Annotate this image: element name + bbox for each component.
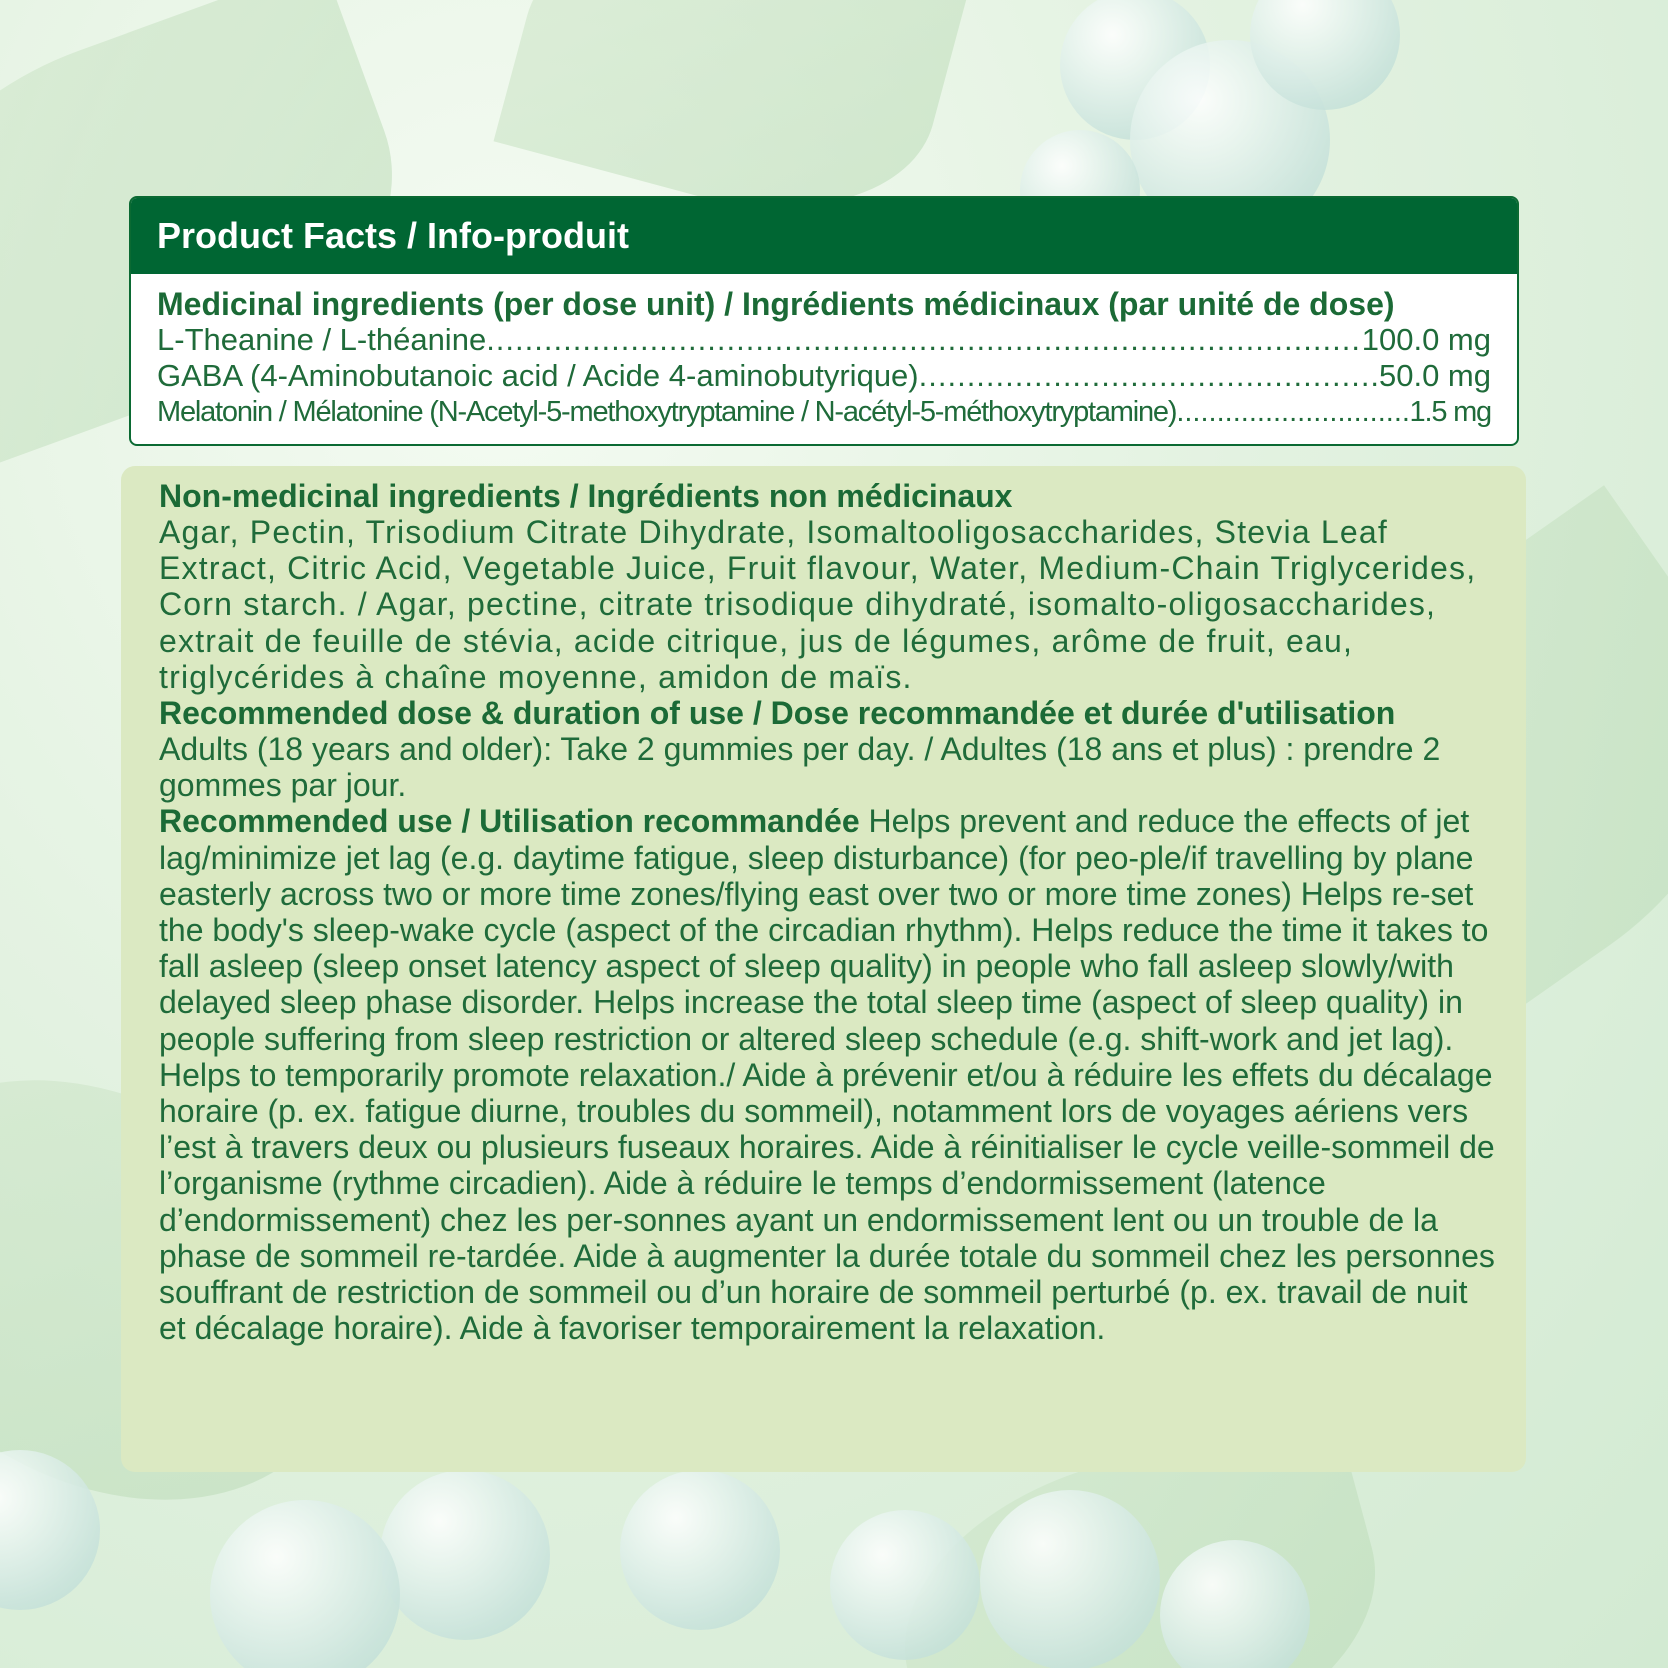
- dose-text: Adults (18 years and older): Take 2 gummies per day. / Adultes (18 ans et plus) : prendre 2 gommes par jour.: [159, 731, 1441, 804]
- ingredient-row: [157, 358, 1491, 394]
- ingredient-row: [157, 322, 1491, 358]
- ingredient-row: [157, 394, 1491, 430]
- recommended-use-text: Helps prevent and reduce the effects of jet lag/minimize jet lag (e.g. daytime fatigue, sleep disturbance) (for peo-ple/if travelling by plane easterly across two or more time zones/flying east over two or more time zones) Helps re-set the body's sleep-wake cycle (aspect of the circadian rhythm). Helps reduce the time it takes to fall asleep (sleep onset latency aspect of sleep quality) in people who fall asleep slowly/with delayed sleep phase disorder. Helps increase the total sleep time (aspect of sleep quality) in people suffering from sleep restriction or altered sleep schedule (e.g. shift-work and jet lag). Helps to temporarily promote relaxation./ Aide à prévenir et/ou à réduire les effets du décalage horaire (p. ex. fatigue diurne, troubles du sommeil), notamment lors de voyages aériens vers l’est à travers deux ou plusieurs fuseaux horaires. Aide à réinitialiser le cycle veille-sommeil de l’organisme (rythme circadien). Aide à réduire le temps d’endormissement (latence d’endormissement) chez les per-sonnes ayant un endormissement lent ou un trouble de la phase de sommeil re-tardée. Aide à augmenter la durée totale du sommeil chez les personnes souffrant de restriction de sommeil ou d’un horaire de sommeil perturbé (p. ex. travail de nuit et décalage horaire). Aide à favoriser temporairement la relaxation.: [159, 803, 1495, 1347]
- dot-leader: [1176, 394, 1409, 430]
- product-info-panel: [121, 466, 1526, 1472]
- product-facts-title: Product Facts / Info-produit: [131, 198, 1517, 274]
- non-medicinal-text: Agar, Pectin, Trisodium Citrate Dihydrate, Isomaltooligosaccharides, Stevia Leaf Extract, Citric Acid, Vegetable Juice, Fruit flavour, Water, Medium-Chain Triglycerides, Corn starch. / Agar, pectine, citrate trisodique dihydraté, isomalto-oligosaccharides, extrait de feuille de stévia, acide citrique, jus de légumes, arôme de fruit, eau, triglycérides à chaîne moyenne, amidon de maïs.: [159, 514, 1477, 695]
- non-medicinal-heading: Non-medicinal ingredients / Ingrédients non médicinaux: [159, 478, 1013, 514]
- medicinal-ingredients-heading: Medicinal ingredients (per dose unit) / Ingrédients médicinaux (par unité de dose): [157, 286, 1395, 322]
- ingredient-name: L-Theanine / L-théanine: [157, 322, 487, 357]
- recommended-use-section: [159, 803, 1496, 1346]
- dot-leader: [919, 358, 1379, 394]
- product-facts-box: [129, 196, 1519, 446]
- ingredient-amount: 1.5 mg: [1409, 396, 1491, 428]
- ingredient-name: GABA (4-Aminobutanoic acid / Acide 4-aminobutyrique): [157, 358, 919, 393]
- medicinal-ingredients-section: [131, 274, 1517, 430]
- ingredient-amount: 50.0 mg: [1378, 358, 1491, 393]
- dot-leader: [486, 322, 1362, 358]
- recommended-use-heading: Recommended use / Utilisation recommandée: [159, 803, 860, 840]
- ingredient-name: Melatonin / Mélatonine (N-Acetyl-5-methoxytryptamine / N-acétyl-5-méthoxytryptamine): [157, 396, 1177, 428]
- dose-heading: Recommended dose & duration of use / Dose recommandée et durée d'utilisation: [159, 695, 1396, 732]
- ingredient-amount: 100.0 mg: [1361, 322, 1491, 357]
